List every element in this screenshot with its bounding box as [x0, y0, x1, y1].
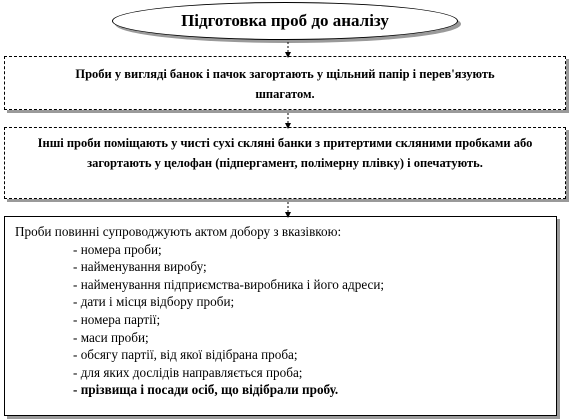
- diagram-title: Підготовка проб до аналізу: [181, 11, 389, 30]
- sampling-act-intro: Проби повинні супроводжують актом добору з вказівкою:: [15, 224, 342, 239]
- list-item: - найменування підприємства-виробника і його адреси;: [73, 276, 385, 292]
- list-item: - номера партії;: [73, 311, 161, 327]
- list-item: - для яких дослідів направляється проба;: [73, 364, 303, 380]
- list-item: - прізвища і посади осіб, що відібрали пробу.: [73, 382, 339, 398]
- step-text-wrap-paper: Проби у вигляді банок і пачок загортають у щільний папір і перев'язують шпагатом.: [75, 67, 495, 101]
- list-item: - дати і місця відбору проби;: [73, 294, 235, 310]
- list-item: - обсягу партії, від якої відібрана проба;: [73, 347, 298, 363]
- list-item: - маси проби;: [73, 329, 149, 345]
- step-text-glass-jars: Інші проби поміщають у чисті сухі скляні банки з притертими скляними пробками або загортають у целофан (пiдпергамент, полімерну плівку) і опечатують.: [37, 136, 533, 170]
- list-item: - найменування виробу;: [73, 259, 207, 275]
- list-item: - номера проби;: [73, 241, 162, 257]
